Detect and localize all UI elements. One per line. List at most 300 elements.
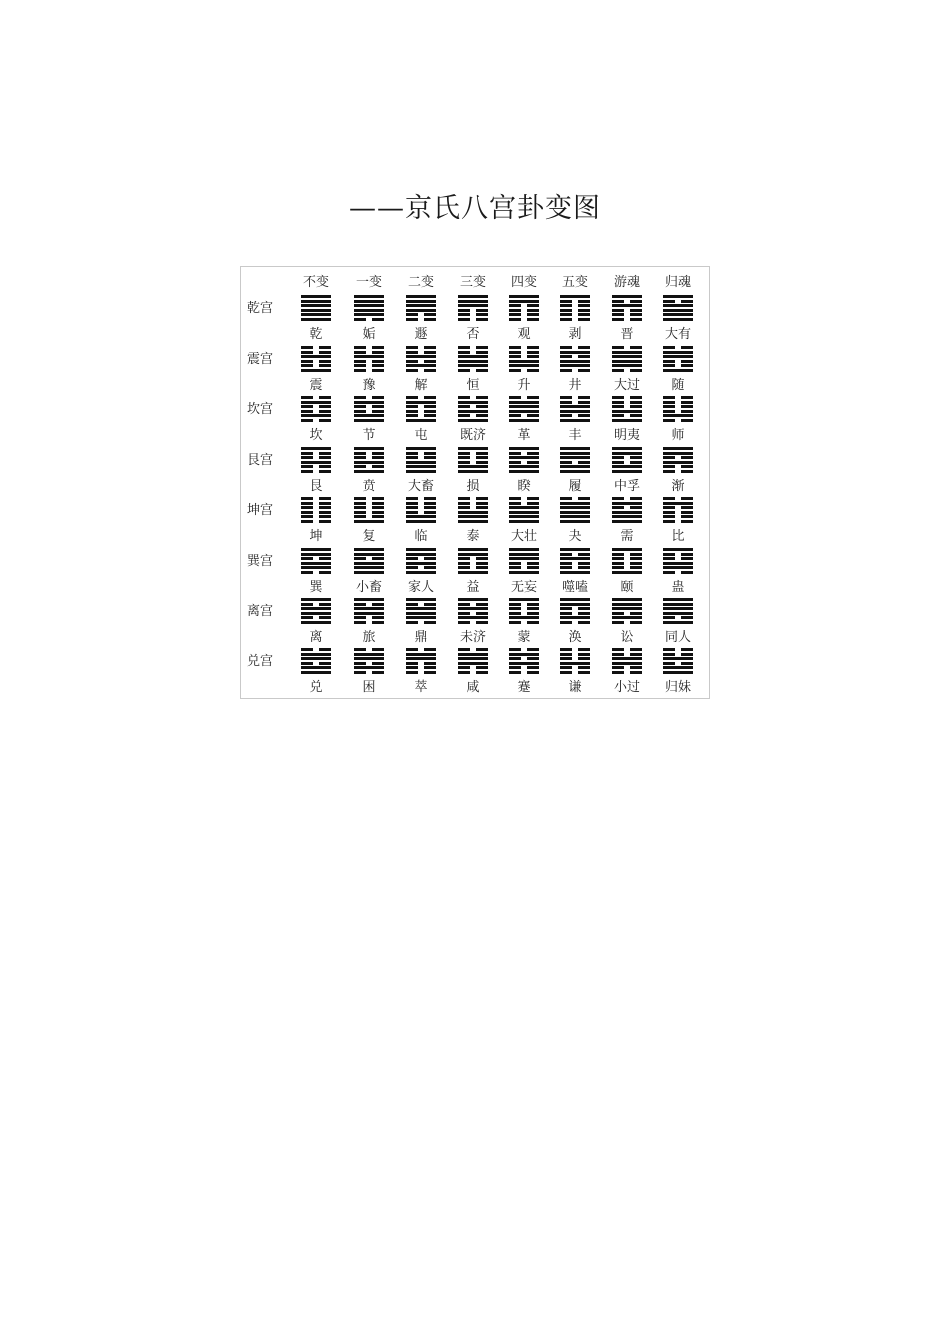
yin-line [663, 360, 693, 363]
yang-line [509, 506, 539, 509]
yin-line [458, 497, 488, 500]
yang-line [663, 502, 693, 505]
yin-line [560, 309, 590, 312]
yang-line [612, 465, 642, 468]
hexagram-name: 艮 [309, 479, 323, 494]
yang-line [354, 607, 384, 610]
yang-line [663, 447, 693, 450]
yin-line [663, 571, 693, 574]
hexagram-symbol [354, 346, 384, 372]
yang-line [406, 419, 436, 422]
yang-line [560, 410, 590, 413]
hexagram-name: 明夷 [613, 428, 641, 443]
hexagram-name: 师 [671, 428, 685, 443]
yin-line [458, 612, 488, 615]
eight-palaces-table [240, 266, 710, 699]
yang-line [354, 520, 384, 523]
yin-line [406, 671, 436, 674]
yin-line [354, 465, 384, 468]
hexagram-symbol [301, 497, 331, 523]
yang-line [458, 520, 488, 523]
yang-line [663, 671, 693, 674]
hexagram-symbol [560, 548, 590, 574]
hexagram-name: 恒 [466, 378, 480, 393]
yin-line [509, 351, 539, 354]
palace-label: 离宫 [247, 604, 274, 619]
yin-line [663, 364, 693, 367]
yin-line [560, 369, 590, 372]
hexagram-symbol [612, 548, 642, 574]
hexagram-symbol [560, 346, 590, 372]
hexagram-symbol [406, 295, 436, 321]
yin-line [458, 452, 488, 455]
yang-line [406, 520, 436, 523]
yang-line [406, 612, 436, 615]
yin-line [509, 566, 539, 569]
hexagram-symbol [458, 295, 488, 321]
yang-line [458, 419, 488, 422]
hexagram-symbol [612, 447, 642, 473]
yang-line [301, 621, 331, 624]
yang-line [663, 621, 693, 624]
yang-line [509, 553, 539, 556]
yang-line [612, 607, 642, 610]
hexagram-symbol [663, 548, 693, 574]
column-header: 一变 [355, 275, 383, 290]
yin-line [560, 300, 590, 303]
yin-line [612, 318, 642, 321]
yang-line [406, 598, 436, 601]
hexagram-symbol [560, 598, 590, 624]
yang-line [663, 318, 693, 321]
yin-line [612, 456, 642, 459]
hexagram-symbol [354, 295, 384, 321]
yang-line [301, 657, 331, 660]
yin-line [354, 410, 384, 413]
yang-line [354, 419, 384, 422]
yang-line [301, 447, 331, 450]
hexagram-symbol [509, 346, 539, 372]
yin-line [509, 603, 539, 606]
hexagram-symbol [612, 497, 642, 523]
yang-line [406, 553, 436, 556]
yang-line [560, 456, 590, 459]
yin-line [509, 648, 539, 651]
yin-line [458, 603, 488, 606]
hexagram-name: 睽 [517, 479, 531, 494]
yin-line [509, 502, 539, 505]
hexagram-symbol [612, 396, 642, 422]
yang-line [406, 461, 436, 464]
hexagram-name: 节 [362, 428, 376, 443]
yang-line [663, 295, 693, 298]
yang-line [663, 607, 693, 610]
yang-line [458, 515, 488, 518]
yang-line [406, 309, 436, 312]
yang-line [509, 465, 539, 468]
hexagram-name: 坎 [309, 428, 323, 443]
yang-line [560, 405, 590, 408]
yin-line [406, 414, 436, 417]
yang-line [458, 447, 488, 450]
yang-line [406, 401, 436, 404]
yang-line [560, 598, 590, 601]
yang-line [663, 369, 693, 372]
hexagram-name: 革 [517, 428, 531, 443]
yin-line [663, 470, 693, 473]
yin-line [406, 666, 436, 669]
yin-line [560, 566, 590, 569]
yin-line [301, 465, 331, 468]
yang-line [509, 419, 539, 422]
yin-line [301, 456, 331, 459]
hexagram-name: 随 [671, 378, 685, 393]
hexagram-name: 蒙 [517, 630, 531, 645]
yang-line [406, 616, 436, 619]
yang-line [509, 515, 539, 518]
yang-line [612, 419, 642, 422]
hexagram-symbol [509, 598, 539, 624]
yin-line [560, 355, 590, 358]
yang-line [301, 653, 331, 656]
yang-line [354, 447, 384, 450]
yang-line [509, 300, 539, 303]
yang-line [301, 318, 331, 321]
yang-line [458, 355, 488, 358]
palace-label: 兑宫 [247, 654, 274, 669]
hexagram-symbol [406, 346, 436, 372]
yin-line [301, 520, 331, 523]
hexagram-symbol [612, 346, 642, 372]
yang-line [354, 612, 384, 615]
yin-line [663, 300, 693, 303]
column-header: 三变 [459, 275, 487, 290]
yin-line [406, 346, 436, 349]
yang-line [663, 598, 693, 601]
yin-line [354, 557, 384, 560]
yang-line [354, 666, 384, 669]
yang-line [354, 313, 384, 316]
yin-line [406, 603, 436, 606]
hexagram-symbol [560, 396, 590, 422]
yin-line [406, 456, 436, 459]
yang-line [458, 571, 488, 574]
yin-line [663, 616, 693, 619]
yin-line [612, 414, 642, 417]
hexagram-name: 渐 [671, 479, 685, 494]
yin-line [458, 346, 488, 349]
yang-line [612, 355, 642, 358]
hexagram-symbol [560, 648, 590, 674]
yang-line [509, 401, 539, 404]
yang-line [560, 571, 590, 574]
yin-line [458, 414, 488, 417]
yin-line [354, 456, 384, 459]
yin-line [612, 401, 642, 404]
hexagram-symbol [406, 548, 436, 574]
yin-line [354, 648, 384, 651]
yang-line [560, 515, 590, 518]
yin-line [354, 621, 384, 624]
yang-line [509, 662, 539, 665]
yin-line [458, 309, 488, 312]
yin-line [458, 313, 488, 316]
yin-line [458, 405, 488, 408]
yin-line [301, 511, 331, 514]
yang-line [458, 364, 488, 367]
yin-line [663, 465, 693, 468]
yang-line [458, 304, 488, 307]
hexagram-name: 中孚 [613, 479, 641, 494]
hexagram-name: 夬 [568, 529, 582, 544]
yin-line [509, 562, 539, 565]
yang-line [354, 470, 384, 473]
yang-line [509, 548, 539, 551]
yang-line [406, 447, 436, 450]
yang-line [354, 414, 384, 417]
hexagram-symbol [509, 548, 539, 574]
yin-line [663, 396, 693, 399]
yin-line [406, 452, 436, 455]
hexagram-symbol [406, 598, 436, 624]
yang-line [458, 465, 488, 468]
yang-line [354, 401, 384, 404]
hexagram-name: 损 [466, 479, 480, 494]
hexagram-symbol [301, 548, 331, 574]
yin-line [612, 346, 642, 349]
hexagram-name: 解 [414, 378, 428, 393]
hexagram-symbol [509, 396, 539, 422]
hexagram-name: 同人 [664, 630, 692, 645]
yang-line [663, 657, 693, 660]
column-header: 游魂 [613, 275, 641, 290]
yang-line [663, 452, 693, 455]
yang-line [354, 461, 384, 464]
yin-line [354, 506, 384, 509]
palace-label: 震宫 [247, 352, 274, 367]
hexagram-name: 离 [309, 630, 323, 645]
yang-line [458, 657, 488, 660]
yin-line [354, 346, 384, 349]
yin-line [406, 497, 436, 500]
yang-line [354, 309, 384, 312]
yin-line [612, 396, 642, 399]
hexagram-name: 丰 [568, 428, 582, 443]
hexagram-name: 否 [466, 327, 480, 342]
yang-line [663, 414, 693, 417]
yang-line [406, 562, 436, 565]
yang-line [509, 410, 539, 413]
yang-line [612, 295, 642, 298]
yin-line [509, 318, 539, 321]
yang-line [406, 548, 436, 551]
palace-label: 坎宫 [247, 402, 274, 417]
palace-label: 艮宫 [247, 453, 274, 468]
yin-line [301, 515, 331, 518]
yang-line [301, 369, 331, 372]
hexagram-name: 涣 [568, 630, 582, 645]
yang-line [354, 571, 384, 574]
yang-line [560, 548, 590, 551]
yang-line [560, 557, 590, 560]
yang-line [354, 300, 384, 303]
yin-line [509, 671, 539, 674]
hexagram-symbol [663, 598, 693, 624]
yang-line [560, 452, 590, 455]
yin-line [406, 396, 436, 399]
yin-line [301, 648, 331, 651]
hexagram-symbol [301, 396, 331, 422]
yin-line [301, 346, 331, 349]
hexagram-symbol [560, 497, 590, 523]
yang-line [301, 300, 331, 303]
yin-line [458, 557, 488, 560]
yang-line [560, 360, 590, 363]
yang-line [458, 410, 488, 413]
hexagram-symbol [354, 648, 384, 674]
yin-line [509, 304, 539, 307]
hexagram-name: 颐 [620, 580, 634, 595]
hexagram-name: 震 [309, 378, 323, 393]
yang-line [301, 309, 331, 312]
hexagram-name: 屯 [414, 428, 428, 443]
yang-line [612, 571, 642, 574]
yin-line [354, 351, 384, 354]
yin-line [560, 607, 590, 610]
hexagram-name: 临 [414, 529, 428, 544]
hexagram-name: 无妄 [510, 580, 538, 595]
yin-line [406, 351, 436, 354]
yin-line [406, 410, 436, 413]
yang-line [612, 657, 642, 660]
yang-line [458, 607, 488, 610]
yang-line [354, 548, 384, 551]
yang-line [612, 360, 642, 363]
yin-line [406, 566, 436, 569]
yin-line [560, 612, 590, 615]
yin-line [560, 653, 590, 656]
yang-line [458, 401, 488, 404]
column-header: 不变 [302, 275, 330, 290]
yin-line [406, 318, 436, 321]
yang-line [301, 562, 331, 565]
palace-label: 坤宫 [247, 503, 274, 518]
yang-line [612, 616, 642, 619]
yang-line [612, 502, 642, 505]
hexagram-symbol [663, 497, 693, 523]
yang-line [560, 470, 590, 473]
yang-line [406, 470, 436, 473]
yin-line [458, 456, 488, 459]
yin-line [560, 461, 590, 464]
yin-line [560, 648, 590, 651]
yang-line [301, 461, 331, 464]
yang-line [458, 360, 488, 363]
yang-line [301, 566, 331, 569]
yang-line [612, 520, 642, 523]
hexagram-name: 谦 [568, 680, 582, 695]
yin-line [458, 318, 488, 321]
hexagram-name: 坤 [309, 529, 323, 544]
yin-line [354, 497, 384, 500]
yin-line [458, 396, 488, 399]
hexagram-name: 归妹 [664, 680, 692, 695]
yang-line [406, 364, 436, 367]
yin-line [509, 355, 539, 358]
hexagram-symbol [612, 598, 642, 624]
column-header: 二变 [407, 275, 435, 290]
yang-line [663, 351, 693, 354]
hexagram-symbol [406, 648, 436, 674]
hexagram-name: 井 [568, 378, 582, 393]
yin-line [301, 396, 331, 399]
yang-line [560, 511, 590, 514]
yin-line [406, 313, 436, 316]
hexagram-name: 大有 [664, 327, 692, 342]
yang-line [663, 666, 693, 669]
yang-line [301, 313, 331, 316]
yang-line [458, 511, 488, 514]
hexagram-symbol [354, 396, 384, 422]
yang-line [354, 653, 384, 656]
yang-line [612, 603, 642, 606]
yin-line [301, 351, 331, 354]
hexagram-symbol [354, 447, 384, 473]
yin-line [509, 396, 539, 399]
yin-line [560, 671, 590, 674]
yang-line [509, 598, 539, 601]
yang-line [663, 304, 693, 307]
yang-line [663, 603, 693, 606]
yin-line [612, 562, 642, 565]
hexagram-symbol [354, 548, 384, 574]
yin-line [458, 502, 488, 505]
yang-line [301, 607, 331, 610]
yang-line [509, 360, 539, 363]
hexagram-symbol [509, 447, 539, 473]
yang-line [560, 502, 590, 505]
yang-line [663, 566, 693, 569]
yang-line [458, 653, 488, 656]
yang-line [509, 470, 539, 473]
yin-line [612, 497, 642, 500]
yin-line [509, 313, 539, 316]
yang-line [458, 470, 488, 473]
hexagram-symbol [509, 295, 539, 321]
hexagram-symbol [458, 396, 488, 422]
hexagram-name: 履 [568, 479, 582, 494]
yin-line [458, 566, 488, 569]
yin-line [406, 621, 436, 624]
yin-line [612, 557, 642, 560]
yin-line [612, 313, 642, 316]
yin-line [509, 666, 539, 669]
yang-line [560, 603, 590, 606]
hexagram-symbol [509, 497, 539, 523]
yin-line [663, 506, 693, 509]
hexagram-name: 升 [517, 378, 531, 393]
hexagram-symbol [612, 648, 642, 674]
hexagram-name: 既济 [459, 428, 487, 443]
yang-line [406, 300, 436, 303]
yin-line [612, 506, 642, 509]
yang-line [509, 557, 539, 560]
yin-line [458, 666, 488, 669]
yin-line [509, 309, 539, 312]
hexagram-name: 益 [466, 580, 480, 595]
yang-line [458, 616, 488, 619]
hexagram-name: 未济 [459, 630, 487, 645]
